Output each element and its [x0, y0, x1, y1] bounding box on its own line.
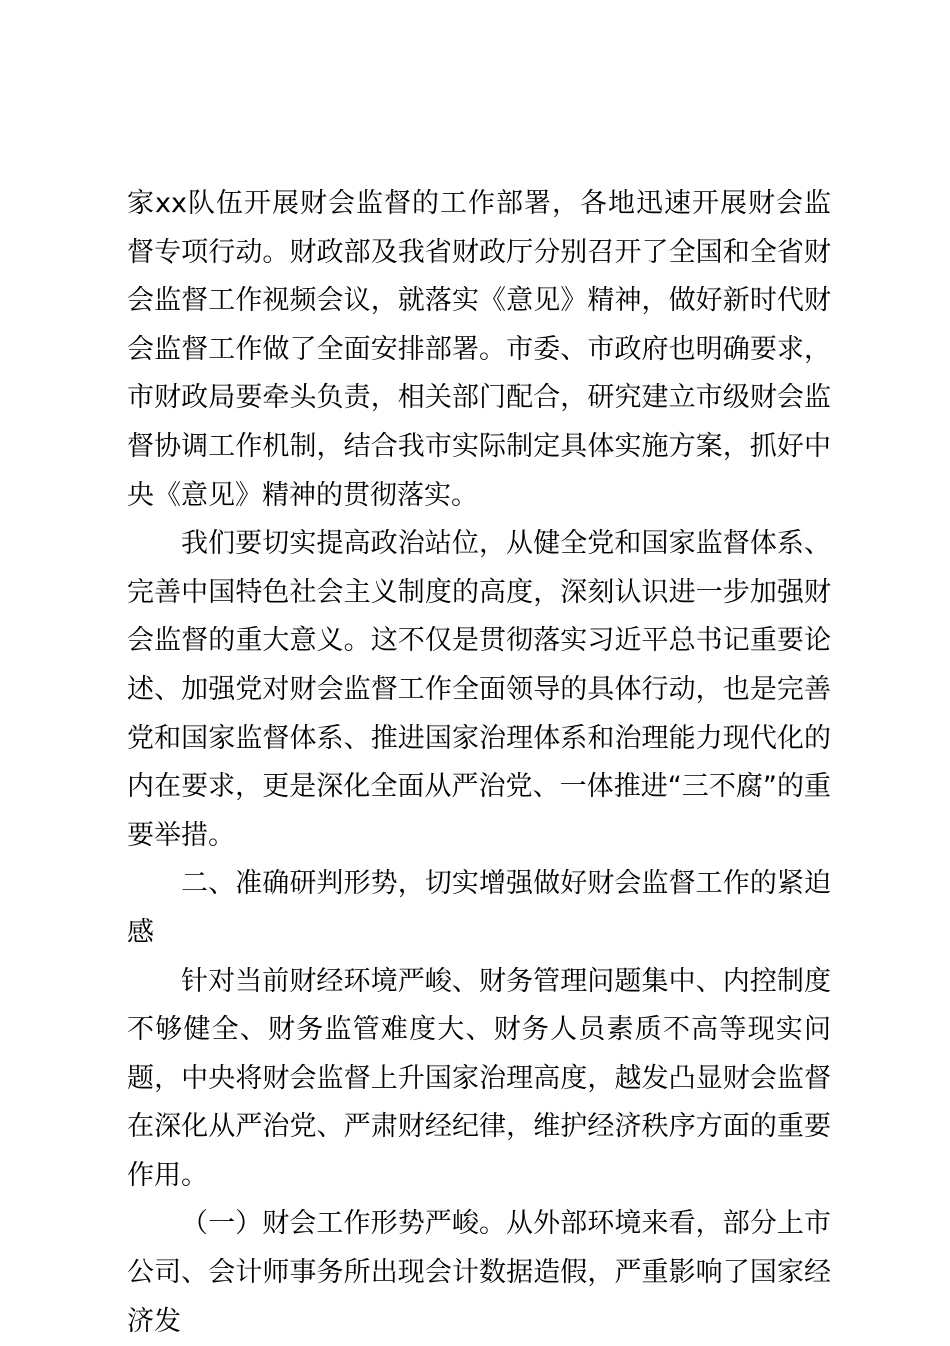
document-body: [127, 180, 831, 1346]
paragraph-significance: 我们要切实提高政治站位，从健全党和国家监督体系、完善中国特色社会主义制度的高度，深刻认识进一步加强财会监督的重大意义。这不仅是贯彻落实习近平总书记重要论述、加强党对财会监督工作全面领导的具体行动，也是完善党和国家监督体系、推进国家治理体系和治理能力现代化的内在要求，更是深化全面从严治党、一体推进“三不腐”的重要举措。: [127, 528, 831, 851]
paragraph-continuation: 家xx队伍开展财会监督的工作部署，各地迅速开展财会监督专项行动。财政部及我省财政厅分别召开了全国和全省财会监督工作视频会议，就落实《意见》精神，做好新时代财会监督工作做了全面安排部署。市委、市政府也明确要求，市财政局要牵头负责，相关部门配合，研究建立市级财会监督协调工作机制，结合我市实际制定具体实施方案，抓好中央《意见》精神的贯彻落实。: [127, 188, 831, 511]
paragraph-situation: 针对当前财经环境严峻、财务管理问题集中、内控制度不够健全、财务监管难度大、财务人员素质不高等现实问题，中央将财会监督上升国家治理高度，越发凸显财会监督在深化从严治党、严肃财经纪律，维护经济秩序方面的重要作用。: [127, 965, 831, 1191]
paragraph-subsection-one: （一）财会工作形势严峻。从外部环境来看，部分上市公司、会计师事务所出现会计数据造假，严重影响了国家经济发: [127, 1208, 831, 1337]
section-heading: 二、准确研判形势，切实增强做好财会监督工作的紧迫感: [127, 868, 831, 948]
